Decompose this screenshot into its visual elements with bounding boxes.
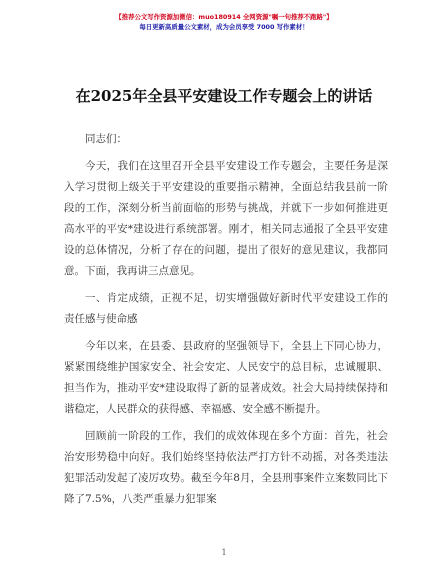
paragraph-intro: 今天，我们在这里召开全县平安建设工作专题会，主要任务是深入学习贯彻上级关于平安建设的重要指示精神，全面总结我县前一阶段的工作，深刻分析当前面临的形势与挑战，并就下一步如何推进更高水平的平安*建设进行系统部署。刚才，相关同志通报了全县平安建设的总体情况，分析了存在的问题，提出了很好的意见建议，我都同意。下面，我再讲三点意见。 [64,160,388,277]
document-title: 在2025年全县平安建设工作专题会上的讲话 [75,87,373,105]
page-number: 1 [221,548,227,557]
paragraph-achievements: 今年以来，在县委、县政府的坚强领导下，全县上下同心协力，紧紧围绕维护国家安全、社会安定、人民安宁的总目标，忠诚履职、担当作为，推动平安*建设取得了新的显著成效。社会大局持续保持和谐稳定，人民群众的获得感、幸福感、安全感不断提升。 [64,340,388,415]
document-body [64,129,388,510]
promo-banner [0,12,448,32]
paragraph-review: 回顾前一阶段的工作，我们的成效体现在多个方面：首先，社会治安形势稳中向好。我们始终坚持依法严打方针不动摇，对各类违法犯罪活动发起了凌厉攻势。截至今年8月，全县刑事案件立案数同比下降了7.5%，八类严重暴力犯罪案 [64,430,388,505]
section-heading: 一、肯定成绩，正视不足，切实增强做好新时代平安建设工作的责任感与使命感 [64,292,388,325]
salutation: 同志们： [85,133,127,145]
promo-line-2: 每日更新高质量公文素材，成为会员享受 7000 写作素材！ [139,23,309,31]
promo-line-1: 【推荐公文写作资源加微信：muo180914 全网资源"嘱一句推荐不跑路"】 [115,13,333,21]
